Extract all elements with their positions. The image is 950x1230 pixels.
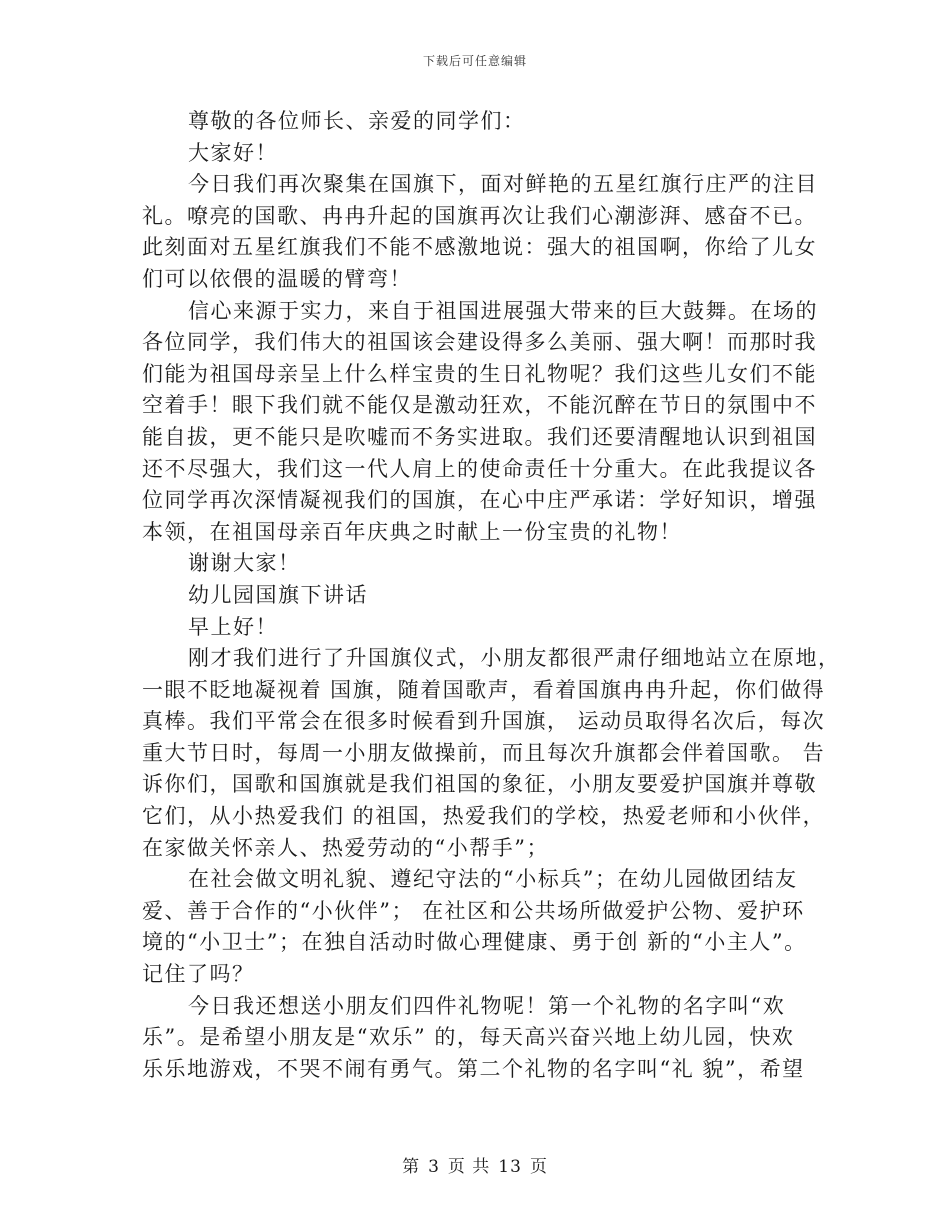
text-line: 记住了吗？ (142, 962, 255, 987)
text-line: 今日我们再次聚集在国旗下，面对鲜艳的五星红旗行庄严的注目 (188, 172, 818, 197)
text-line: 还不尽强大，我们这一代人肩上的使命责任十分重大。在此我提议各 (142, 456, 817, 481)
text-line: 今日我还想送小朋友们四件礼物呢！第一个礼物的名字叫“欢 (188, 993, 786, 1018)
text-line: 早上好！ (188, 614, 278, 639)
footer-prefix: 第 (402, 1157, 421, 1177)
text-line: 信心来源于实力，来自于祖国进展强大带来的巨大鼓舞。在场的 (188, 298, 818, 323)
document-body (142, 106, 841, 1085)
text-line: 位同学再次深情凝视我们的国旗，在心中庄严承诺：学好知识，增强 (142, 488, 817, 513)
text-line: 们能为祖国母亲呈上什么样宝贵的生日礼物呢？我们这些儿女们不能 (142, 361, 817, 386)
text-line: 们可以依偎的温暖的臂弯！ (142, 266, 412, 291)
text-line: 重大节日时，每周一小朋友做操前，而且每次升旗都会伴着国歌。 告 (142, 740, 826, 765)
text-line: 在社会做文明礼貌、遵纪守法的“小标兵”；在幼儿园做团结友 (188, 867, 798, 892)
text-line: 真棒。我们平常会在很多时候看到升国旗， 运动员取得名次后，每次 (142, 709, 826, 734)
text-line: 乐乐地游戏，不哭不闹有勇气。第二个礼物的名字叫“礼 貌”，希望 (142, 1056, 805, 1081)
text-line: 各位同学，我们伟大的祖国该会建设得多么美丽、强大啊！而那时我 (142, 330, 817, 355)
text-line: 大家好！ (188, 140, 278, 165)
text-line: 乐”。是希望小朋友是“欢乐” 的，每天高兴奋兴地上幼儿园，快欢 (142, 1025, 795, 1050)
text-line: 一眼不眨地凝视着 国旗，随着国歌声，看着国旗冉冉升起，你们做得 (142, 677, 826, 702)
text-line: 幼儿园国旗下讲话 (188, 582, 368, 607)
footer-suffix: 页 (529, 1157, 548, 1177)
page-header-note: 下载后可任意编辑 (422, 54, 527, 68)
text-line: 本领，在祖国母亲百年庆典之时献上一份宝贵的礼物！ (142, 519, 682, 544)
page-footer (0, 1152, 950, 1177)
text-line: 能自拔，更不能只是吹嘘而不务实进取。我们还要清醒地认识到祖国 (142, 424, 817, 449)
text-line: 礼。嘹亮的国歌、冉冉升起的国旗再次让我们心潮澎湃、感奋不已。 (142, 203, 817, 228)
text-line: 诉你们，国歌和国旗就是我们祖国的象征，小朋友要爱护国旗并尊敬 (142, 772, 817, 797)
text-line: 在家做关怀亲人、热爱劳动的“小帮手”； (142, 835, 549, 860)
footer-current-page: 3 (428, 1157, 440, 1177)
text-line: 尊敬的各位师长、亲爱的同学们： (188, 109, 526, 133)
footer-middle: 页 共 (447, 1157, 491, 1177)
text-line: 谢谢大家！ (188, 551, 301, 576)
text-line: 此刻面对五星红旗我们不能不感激地说：强大的祖国啊，你给了儿女 (142, 235, 817, 260)
text-line: 空着手！眼下我们就不能仅是激动狂欢，不能沉醉在节日的氛围中不 (142, 393, 817, 418)
text-line: 刚才我们进行了升国旗仪式，小朋友都很严肃仔细地站立在原地， (188, 646, 841, 671)
text-line: 爱、善于合作的“小伙伴”； 在社区和公共场所做爱护公物、爱护环 (142, 898, 805, 923)
text-line: 它们，从小热爱我们 的祖国，热爱我们的学校，热爱老师和小伙伴， (142, 804, 826, 829)
text-line: 境的“小卫士”；在独自活动时做心理健康、勇于创 新的“小主人”。 (142, 930, 807, 955)
footer-total-pages: 13 (498, 1157, 522, 1177)
